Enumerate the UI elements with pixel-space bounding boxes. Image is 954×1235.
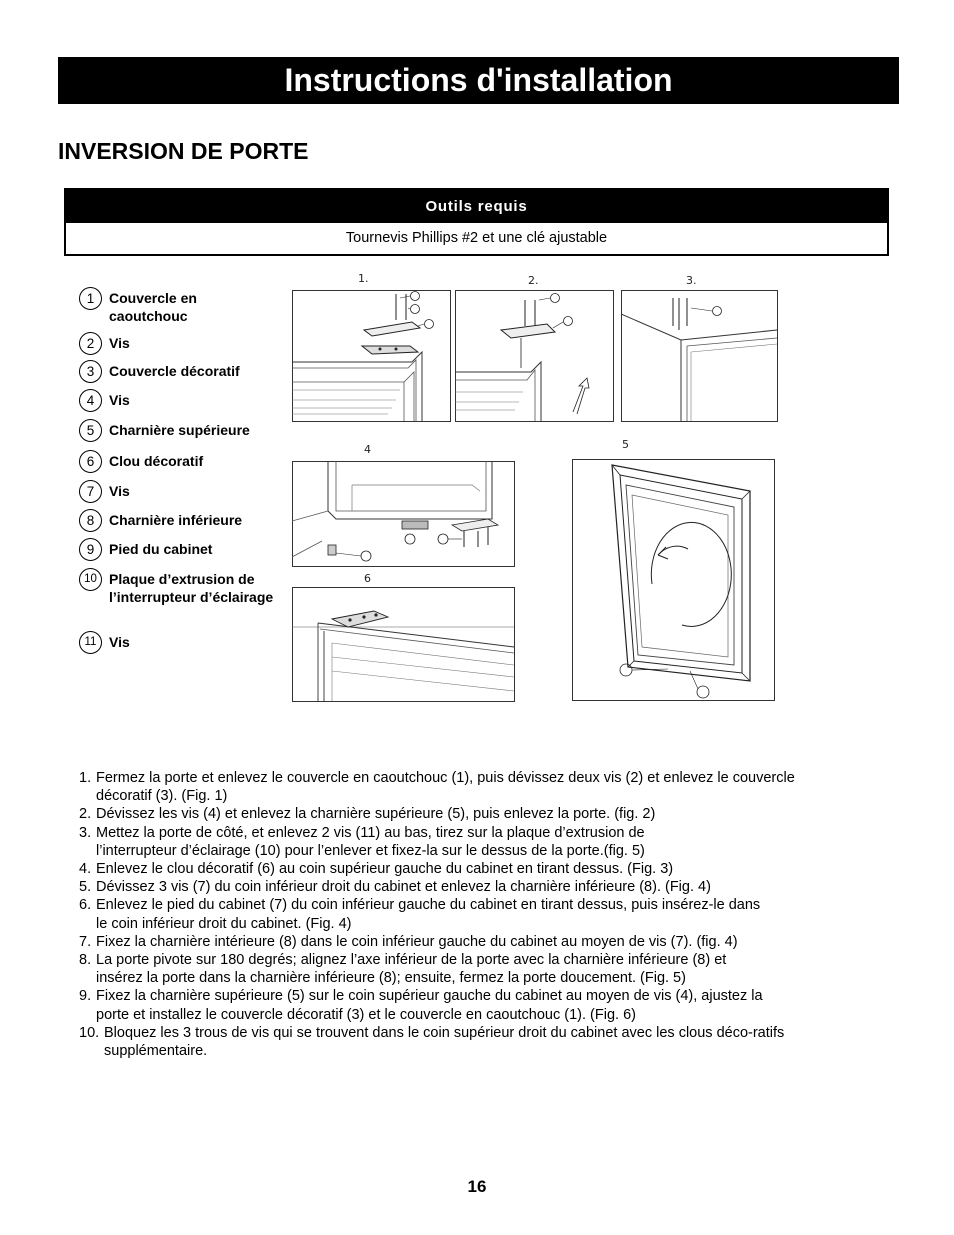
step-item (79, 860, 799, 878)
legend-item (79, 287, 219, 325)
steps-list (79, 769, 799, 1060)
step-item (79, 878, 799, 896)
legend-label: Vis (109, 634, 130, 650)
figure-5-label: 5 (622, 438, 629, 451)
tools-text: Tournevis Phillips #2 et une clé ajustable (345, 230, 608, 246)
legend-label: Charnière supérieure (109, 422, 250, 438)
step-text: Enlevez le pied du cabinet (7) du coin inférieur gauche du cabinet en tirant dessus, puis insérez-le dans le coin inférieur droit du cabinet. (Fig. 4) (96, 897, 761, 932)
step-item (79, 987, 799, 1023)
figure-2-illustration (455, 290, 614, 422)
figure-4-label: 4 (364, 443, 371, 456)
legend-item (79, 631, 279, 654)
legend-number: 7 (79, 480, 102, 503)
legend-item (79, 419, 279, 442)
legend-item (79, 360, 279, 383)
legend-label: Clou décoratif (109, 453, 204, 469)
figure-6-illustration (292, 587, 515, 702)
figure-1-label: 1. (358, 272, 369, 285)
figure-6-label: 6 (364, 572, 371, 585)
step-text: Fixez la charnière intérieure (8) dans le coin inférieur gauche du cabinet au moyen de vis (7). (fig. 4) (96, 933, 738, 950)
legend-label: Charnière inférieure (109, 512, 243, 528)
step-item (79, 805, 799, 823)
step-item (79, 1024, 799, 1060)
step-item (79, 951, 799, 987)
step-text: La porte pivote sur 180 degrés; alignez l’axe inférieur de la porte avec la charnière inférieure (8) et insérez la porte dans la charnière inférieure (8); ensuite, fermez la porte doucement. (Fig. 5) (96, 952, 727, 987)
legend-number: 5 (79, 419, 102, 442)
step-text: Dévissez les vis (4) et enlevez la charnière supérieure (5), puis enlevez la porte. (fig. 2) (96, 806, 656, 823)
legend-item (79, 568, 274, 606)
legend-item (79, 480, 279, 503)
legend-label: Vis (109, 392, 130, 408)
legend-number: 11 (79, 631, 102, 654)
legend-label: Couvercle décoratif (109, 363, 240, 379)
legend-label: Vis (109, 483, 130, 499)
step-number: 2. (79, 806, 92, 823)
step-text: Mettez la porte de côté, et enlevez 2 vis (11) au bas, tirez sur la plaque d’extrusion de l’interrupteur d’éclairage (10) pour l’enlever et fixez-la sur le dessus de la porte.(fig. 5) (96, 824, 645, 859)
step-text: Bloquez les 3 trous de vis qui se trouvent dans le coin supérieur droit du cabinet avec les clous déco-ratifs supplémentaire. (104, 1024, 785, 1060)
legend-number: 4 (79, 389, 102, 412)
figure-4-illustration (292, 461, 515, 567)
tools-required-box (64, 188, 889, 256)
step-number: 1. (79, 770, 92, 786)
legend-item (79, 450, 279, 473)
legend-number: 6 (79, 450, 102, 473)
step-item (79, 769, 799, 805)
legend-label: Vis (109, 335, 130, 351)
legend-item (79, 538, 279, 561)
step-text: Fixez la charnière supérieure (5) sur le coin supérieur gauche du cabinet au moyen de vis (4), ajustez la porte et installez le couvercle décoratif (3) et le couvercle en caoutchouc (1). (Fig. 6) (96, 988, 763, 1023)
step-item (79, 824, 799, 860)
figure-3-illustration (621, 290, 778, 422)
legend-label: Couvercle en caoutchouc (109, 290, 197, 324)
step-number: 9. (79, 988, 92, 1005)
step-number: 6. (79, 897, 92, 914)
step-text: Fermez la porte et enlevez le couvercle en caoutchouc (1), puis dévissez deux vis (2) et enlevez le couvercle décoratif (3). (Fig. 1) (96, 770, 795, 805)
legend-number: 10 (79, 568, 102, 591)
legend-label: Pied du cabinet (109, 541, 213, 557)
step-number: 10. (79, 1024, 100, 1041)
legend-number: 9 (79, 538, 102, 561)
legend-number: 8 (79, 509, 102, 532)
figure-1-illustration (292, 290, 451, 422)
figure-5-illustration (572, 459, 775, 701)
step-item (79, 933, 799, 951)
step-number: 7. (79, 933, 92, 950)
step-number: 3. (79, 824, 92, 841)
page-header-banner: Instructions d'installation (58, 57, 899, 104)
legend-number: 1 (79, 287, 102, 310)
legend-number: 3 (79, 360, 102, 383)
step-number: 4. (79, 861, 92, 878)
page-number: 16 (467, 1177, 487, 1196)
figure-2-label: 2. (528, 274, 539, 287)
tools-heading: Outils requis (66, 190, 887, 223)
legend-item (79, 332, 279, 355)
step-number: 8. (79, 952, 92, 969)
step-text: Enlevez le clou décoratif (6) au coin supérieur gauche du cabinet en tirant dessus. (Fig. 3) (96, 861, 674, 878)
section-title: INVERSION DE PORTE (58, 138, 309, 164)
step-text: Dévissez 3 vis (7) du coin inférieur droit du cabinet et enlevez la charnière inférieure (8). (Fig. 4) (96, 879, 711, 896)
legend-label: Plaque d’extrusion de l’interrupteur d’éclairage (109, 571, 274, 605)
figure-3-label: 3. (686, 274, 697, 287)
step-item (79, 896, 799, 932)
step-number: 5. (79, 879, 92, 896)
legend-number: 2 (79, 332, 102, 355)
legend-item (79, 389, 279, 412)
legend-item (79, 509, 279, 532)
